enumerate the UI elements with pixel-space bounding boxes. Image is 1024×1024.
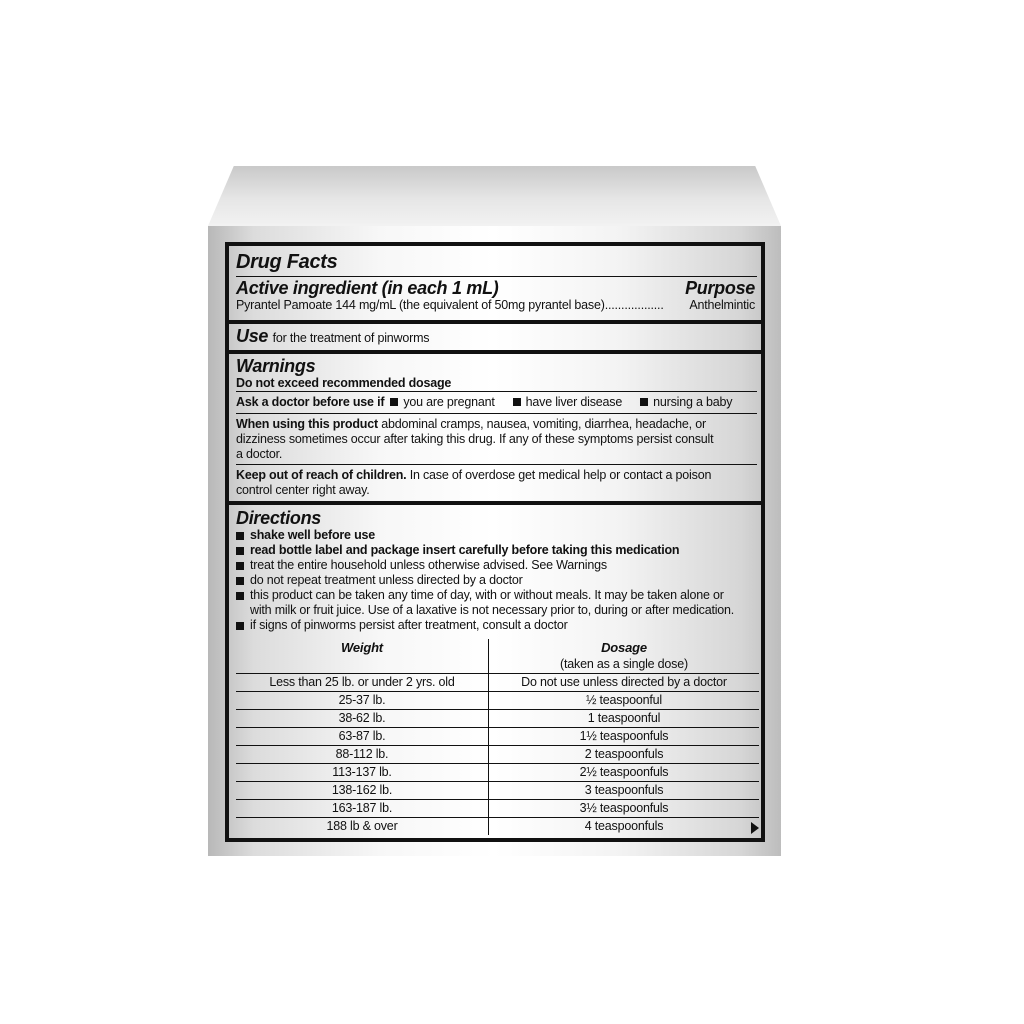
purpose-heading: Purpose (685, 278, 755, 298)
ask-item: you are pregnant (403, 395, 495, 409)
directions-heading: Directions (236, 508, 322, 528)
square-bullet-icon (236, 622, 244, 630)
dosage-column-header: Dosage (taken as a single dose) (489, 639, 760, 674)
active-ingredient-section (229, 278, 761, 313)
keep-out-block (229, 468, 761, 498)
table-row: 188 lb & over 4 teaspoonfuls (236, 818, 759, 836)
directions-section (229, 508, 761, 633)
divider (236, 464, 757, 465)
square-bullet-icon (236, 592, 244, 600)
table-row: 113-137 lb. 2½ teaspoonfuls (236, 764, 759, 782)
use-heading: Use (236, 326, 269, 346)
square-bullet-icon (236, 577, 244, 585)
when-using-text: abdominal cramps, nausea, vomiting, diarrhea, headache, or (381, 417, 706, 431)
table-row: 38-62 lb. 1 teaspoonful (236, 710, 759, 728)
warnings-heading: Warnings (236, 356, 316, 376)
list-item: read bottle label and package insert carefully before taking this medication (236, 543, 755, 558)
table-header-row (236, 639, 759, 674)
ask-item: nursing a baby (653, 395, 733, 409)
drug-facts-panel (225, 242, 765, 842)
section-divider (229, 320, 761, 324)
square-bullet-icon (236, 532, 244, 540)
table-row: 63-87 lb. 1½ teaspoonfuls (236, 728, 759, 746)
table-row: 88-112 lb. 2 teaspoonfuls (236, 746, 759, 764)
ingredient-line: Pyrantel Pamoate 144 mg/mL (the equivalent of 50mg pyrantel base).................. (236, 298, 664, 312)
list-item: this product can be taken any time of day, with or without meals. It may be taken alone or (236, 588, 755, 603)
list-item: if signs of pinworms persist after treatment, consult a doctor (236, 618, 755, 633)
when-using-label: When using this product (236, 417, 378, 431)
weight-column-header: Weight (236, 639, 489, 674)
drug-facts-header (229, 251, 761, 273)
square-bullet-icon (513, 398, 521, 406)
continue-arrow-icon (751, 822, 759, 834)
drug-facts-title: Drug Facts (236, 251, 338, 273)
keep-out-text: control center right away. (236, 483, 370, 497)
square-bullet-icon (236, 547, 244, 555)
when-using-text: a doctor. (236, 447, 283, 461)
purpose-value: Anthelmintic (689, 298, 755, 312)
divider (236, 391, 757, 392)
when-using-block (229, 417, 761, 462)
box-top-flap (208, 166, 781, 226)
list-item: do not repeat treatment unless directed by a doctor (236, 573, 755, 588)
ask-item: have liver disease (525, 395, 623, 409)
list-item: treat the entire household unless otherwise advised. See Warnings (236, 558, 755, 573)
when-using-text: dizziness sometimes occur after taking this drug. If any of these symptoms persist consult (236, 432, 714, 446)
divider (236, 276, 757, 277)
ask-doctor-line (229, 395, 761, 410)
section-divider (229, 501, 761, 505)
table-row: 25-37 lb. ½ teaspoonful (236, 692, 759, 710)
table-row: Less than 25 lb. or under 2 yrs. old Do not use unless directed by a doctor (236, 674, 759, 692)
divider (236, 413, 757, 414)
square-bullet-icon (236, 562, 244, 570)
square-bullet-icon (390, 398, 398, 406)
table-row: 163-187 lb. 3½ teaspoonfuls (236, 800, 759, 818)
ask-doctor-label: Ask a doctor before use if (236, 395, 385, 409)
section-divider (229, 350, 761, 354)
use-text: for the treatment of pinworms (272, 331, 430, 345)
list-item: shake well before use (236, 528, 755, 543)
active-ingredient-heading: Active ingredient (in each 1 mL) (236, 278, 499, 298)
do-not-exceed-text: Do not exceed recommended dosage (236, 376, 452, 390)
keep-out-text: In case of overdose get medical help or contact a poison (409, 468, 712, 482)
list-item-continuation: with milk or fruit juice. Use of a laxative is not necessary prior to, during or after medication. (250, 603, 735, 617)
square-bullet-icon (640, 398, 648, 406)
dosage-table (236, 639, 759, 835)
table-row: 138-162 lb. 3 teaspoonfuls (236, 782, 759, 800)
use-section (229, 326, 761, 347)
warnings-section (229, 356, 761, 391)
keep-out-label: Keep out of reach of children. (236, 468, 407, 482)
